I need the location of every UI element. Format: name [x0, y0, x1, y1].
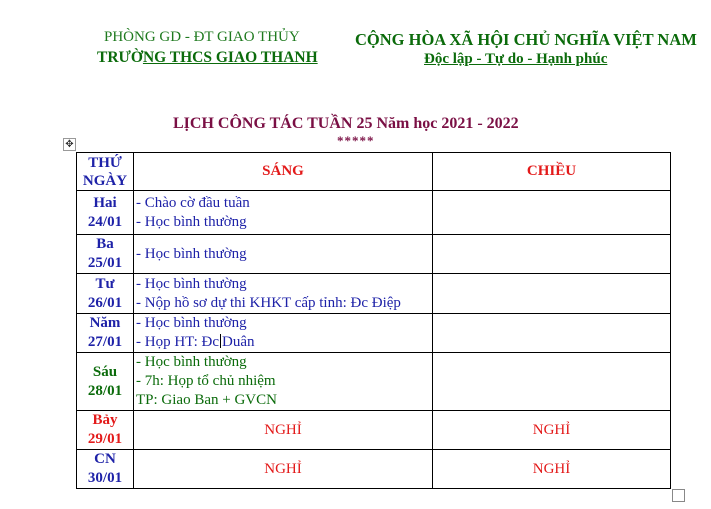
day-name: Tư	[95, 275, 115, 292]
afternoon-cell[interactable]	[433, 314, 671, 353]
day-date: 27/01	[87, 334, 123, 350]
day-date: 28/01	[87, 382, 123, 399]
morning-off-cell[interactable]: NGHỈ	[134, 450, 433, 489]
morning-off-cell[interactable]: NGHỈ	[134, 411, 433, 450]
nation-title: CỘNG HÒA XÃ HỘI CHỦ NGHĨA VIỆT NAM	[355, 30, 697, 49]
day-name: Hai	[93, 194, 117, 211]
task-line: - Học bình thường	[136, 354, 247, 370]
day-name: Bảy	[92, 412, 118, 428]
day-date: 26/01	[87, 294, 123, 311]
day-name: Ba	[96, 236, 114, 252]
dept-name: PHÒNG GD - ĐT GIAO THỦY	[104, 29, 300, 45]
day-date: 25/01	[87, 255, 123, 271]
morning-cell[interactable]	[134, 314, 433, 353]
task-line: TP: Giao Ban + GVCN	[136, 392, 277, 408]
day-name: Năm	[89, 315, 121, 331]
task-line: - Học bình thường	[136, 245, 247, 262]
header-day-line1: THỨ	[88, 154, 122, 171]
day-date: 24/01	[87, 213, 123, 230]
day-cell	[77, 274, 134, 314]
morning-cell[interactable]	[134, 235, 433, 274]
nation-motto: Độc lập - Tự do - Hạnh phúc	[424, 51, 608, 67]
school-name	[97, 49, 318, 67]
task-text-before-cursor: - Họp HT: Đc	[136, 334, 219, 350]
day-cell	[77, 353, 134, 411]
header-day	[77, 153, 134, 191]
morning-cell[interactable]	[134, 274, 433, 314]
day-cell	[77, 314, 134, 353]
afternoon-cell[interactable]	[433, 353, 671, 411]
table-row	[77, 450, 671, 489]
school-name-underlined: NG THCS GIAO THANH	[142, 49, 318, 66]
day-name: Sáu	[92, 363, 118, 380]
task-line: - Chào cờ đầu tuần	[136, 194, 250, 211]
task-line: - Học bình thường	[136, 213, 247, 230]
header-day-line2: NGÀY	[82, 172, 128, 189]
task-line: - Nộp hồ sơ dự thi KHKT cấp tỉnh: Đc Điệp	[136, 294, 401, 311]
task-line: - Học bình thường	[136, 275, 247, 292]
day-cell	[77, 411, 134, 450]
school-name-prefix: TRƯỜ	[97, 49, 143, 66]
afternoon-off-cell[interactable]: NGHỈ	[433, 450, 671, 489]
schedule-title: LỊCH CÔNG TÁC TUẦN 25 Năm học 2021 - 2022	[173, 115, 519, 132]
table-header-row	[77, 153, 671, 191]
morning-cell[interactable]	[134, 353, 433, 411]
day-name: CN	[94, 451, 116, 467]
afternoon-cell[interactable]	[433, 274, 671, 314]
resize-square-icon[interactable]	[672, 489, 685, 502]
afternoon-off-cell[interactable]: NGHỈ	[433, 411, 671, 450]
task-line: - 7h: Họp tổ chủ nhiệm	[136, 373, 276, 389]
task-line: - Học bình thường	[136, 315, 247, 331]
table-row	[77, 274, 671, 314]
title-decoration: *****	[337, 133, 375, 148]
task-line	[136, 333, 432, 352]
header-afternoon: CHIỀU	[433, 153, 671, 191]
table-row	[77, 411, 671, 450]
table-row	[77, 353, 671, 411]
afternoon-cell[interactable]	[433, 191, 671, 235]
day-date: 29/01	[87, 431, 123, 447]
text-cursor	[220, 334, 221, 348]
afternoon-cell[interactable]	[433, 235, 671, 274]
day-date: 30/01	[87, 470, 123, 486]
day-cell	[77, 235, 134, 274]
header-morning: SÁNG	[134, 153, 433, 191]
schedule-table	[76, 152, 671, 489]
morning-cell[interactable]	[134, 191, 433, 235]
day-cell	[77, 450, 134, 489]
day-cell	[77, 191, 134, 235]
move-arrows-icon[interactable]: ✥	[63, 138, 76, 151]
task-text-after-cursor: Duân	[221, 334, 255, 350]
table-row	[77, 235, 671, 274]
table-row	[77, 191, 671, 235]
table-row	[77, 314, 671, 353]
